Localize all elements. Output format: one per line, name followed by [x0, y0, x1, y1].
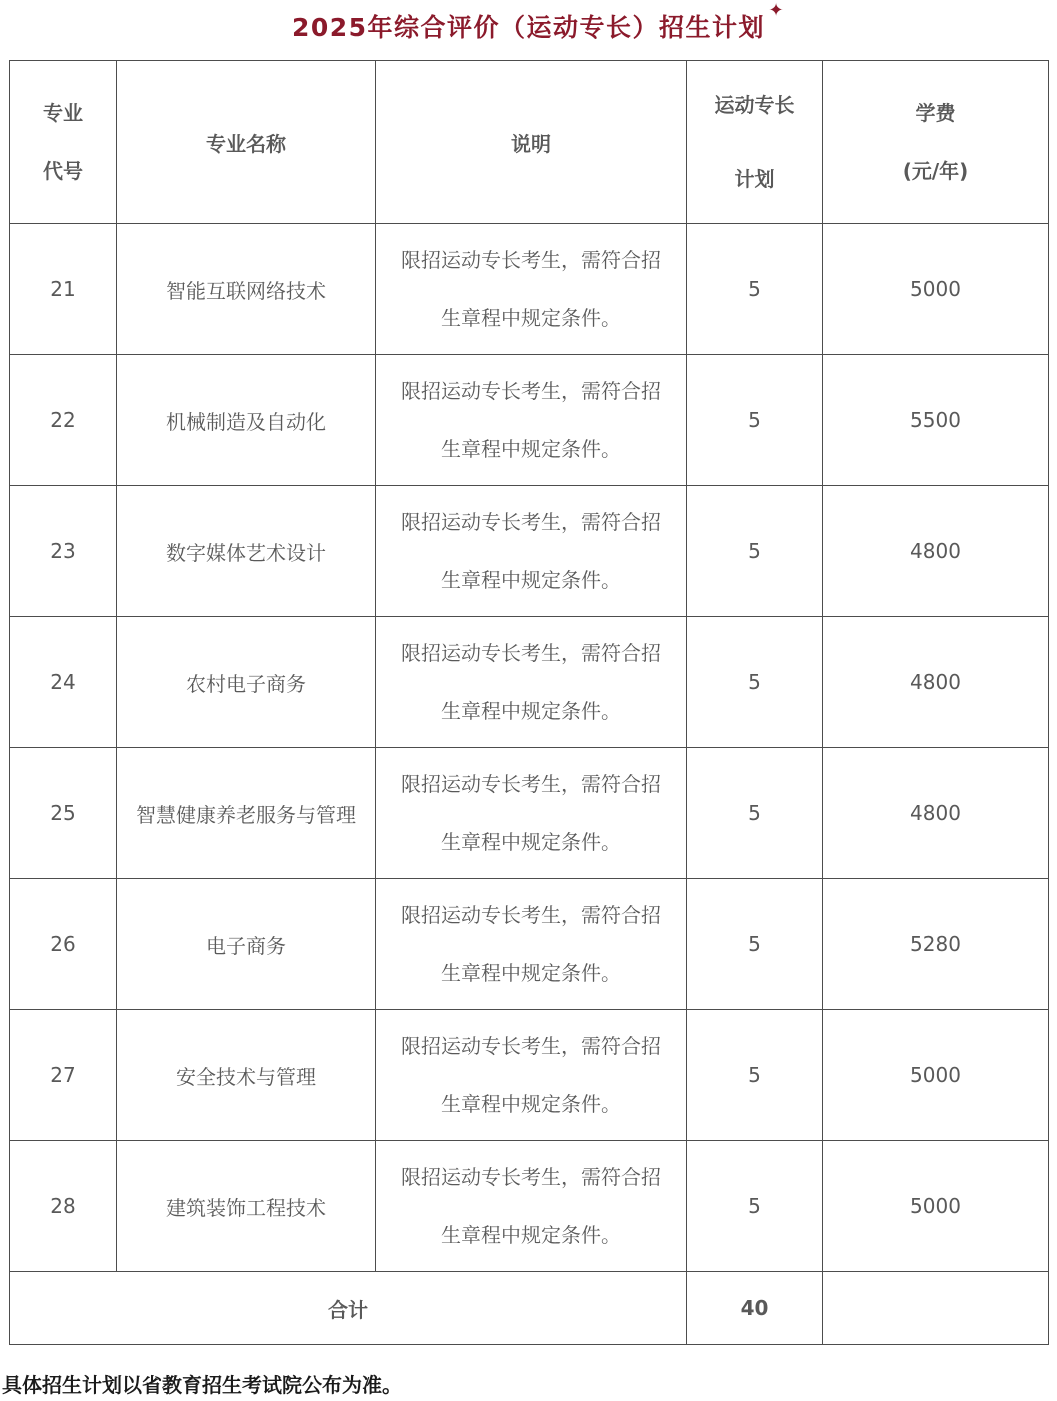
- cell-fee: 4800: [823, 748, 1049, 879]
- cell-desc: [376, 355, 687, 486]
- cell-plan: 5: [687, 224, 823, 355]
- cell-desc-line1: 限招运动专长考生，需符合招: [401, 772, 661, 796]
- cell-fee: 5000: [823, 224, 1049, 355]
- cell-plan: 5: [687, 617, 823, 748]
- cell-desc-line2: 生章程中规定条件。: [441, 568, 621, 592]
- cell-code: 25: [10, 748, 117, 879]
- cell-desc-line2: 生章程中规定条件。: [441, 830, 621, 854]
- cell-name: 建筑装饰工程技术: [117, 1141, 376, 1272]
- header-code-line1: 专业: [43, 101, 83, 125]
- header-code: [10, 61, 117, 224]
- table-row: [10, 879, 1049, 1010]
- cell-desc: [376, 748, 687, 879]
- header-fee-line1: 学费: [915, 101, 956, 125]
- cell-name: 农村电子商务: [117, 617, 376, 748]
- cell-fee: 4800: [823, 486, 1049, 617]
- cell-fee: 5500: [823, 355, 1049, 486]
- cell-code: 24: [10, 617, 117, 748]
- table-row: [10, 1141, 1049, 1272]
- cell-name: 智慧健康养老服务与管理: [117, 748, 376, 879]
- table-row: [10, 748, 1049, 879]
- cell-desc-line2: 生章程中规定条件。: [441, 1092, 621, 1116]
- cell-desc: [376, 879, 687, 1010]
- cell-fee: 5000: [823, 1141, 1049, 1272]
- table-row: [10, 224, 1049, 355]
- table-row: [10, 617, 1049, 748]
- total-label: 合计: [10, 1272, 687, 1345]
- total-fee: [823, 1272, 1049, 1345]
- cell-code: 22: [10, 355, 117, 486]
- cell-desc-line2: 生章程中规定条件。: [441, 1223, 621, 1247]
- cell-desc: [376, 224, 687, 355]
- enrollment-plan-table: [9, 60, 1049, 1345]
- cell-code: 26: [10, 879, 117, 1010]
- cell-desc: [376, 1010, 687, 1141]
- table-row: [10, 355, 1049, 486]
- cell-code: 27: [10, 1010, 117, 1141]
- page-title: [291, 0, 786, 48]
- cell-plan: 5: [687, 748, 823, 879]
- header-code-line2: 代号: [43, 159, 83, 183]
- cell-name: 安全技术与管理: [117, 1010, 376, 1141]
- sparkle-star-icon: ✦: [768, 0, 786, 21]
- cell-desc: [376, 486, 687, 617]
- cell-plan: 5: [687, 486, 823, 617]
- cell-code: 23: [10, 486, 117, 617]
- total-plan: 40: [687, 1272, 823, 1345]
- cell-desc-line1: 限招运动专长考生，需符合招: [401, 510, 661, 534]
- cell-plan: 5: [687, 879, 823, 1010]
- header-name: 专业名称: [117, 61, 376, 224]
- cell-desc-line2: 生章程中规定条件。: [441, 699, 621, 723]
- cell-plan: 5: [687, 1010, 823, 1141]
- cell-name: 数字媒体艺术设计: [117, 486, 376, 617]
- table-header-row: [10, 61, 1049, 224]
- cell-desc-line1: 限招运动专长考生，需符合招: [401, 641, 661, 665]
- title-bar: [0, 0, 1057, 48]
- cell-desc: [376, 617, 687, 748]
- cell-plan: 5: [687, 355, 823, 486]
- header-plan: [687, 61, 823, 224]
- cell-plan: 5: [687, 1141, 823, 1272]
- cell-code: 21: [10, 224, 117, 355]
- cell-desc-line2: 生章程中规定条件。: [441, 437, 621, 461]
- header-plan-line1: 运动专长: [714, 93, 795, 117]
- cell-fee: 5000: [823, 1010, 1049, 1141]
- cell-desc-line2: 生章程中规定条件。: [441, 961, 621, 985]
- header-fee-line2: (元/年): [902, 159, 969, 183]
- footer-note: 具体招生计划以省教育招生考试院公布为准。: [2, 1373, 402, 1397]
- cell-fee: 4800: [823, 617, 1049, 748]
- total-row: [10, 1272, 1049, 1345]
- table-row: [10, 1010, 1049, 1141]
- cell-desc-line1: 限招运动专长考生，需符合招: [401, 1165, 661, 1189]
- header-plan-line2: 计划: [734, 167, 775, 191]
- header-desc: 说明: [376, 61, 687, 224]
- cell-name: 智能互联网络技术: [117, 224, 376, 355]
- cell-code: 28: [10, 1141, 117, 1272]
- page-title-text: 2025年综合评价（运动专长）招生计划: [291, 13, 766, 42]
- cell-desc-line2: 生章程中规定条件。: [441, 306, 621, 330]
- cell-name: 机械制造及自动化: [117, 355, 376, 486]
- cell-desc-line1: 限招运动专长考生，需符合招: [401, 248, 661, 272]
- header-fee: [823, 61, 1049, 224]
- cell-fee: 5280: [823, 879, 1049, 1010]
- cell-name: 电子商务: [117, 879, 376, 1010]
- cell-desc-line1: 限招运动专长考生，需符合招: [401, 379, 661, 403]
- table-row: [10, 486, 1049, 617]
- cell-desc: [376, 1141, 687, 1272]
- cell-desc-line1: 限招运动专长考生，需符合招: [401, 903, 661, 927]
- cell-desc-line1: 限招运动专长考生，需符合招: [401, 1034, 661, 1058]
